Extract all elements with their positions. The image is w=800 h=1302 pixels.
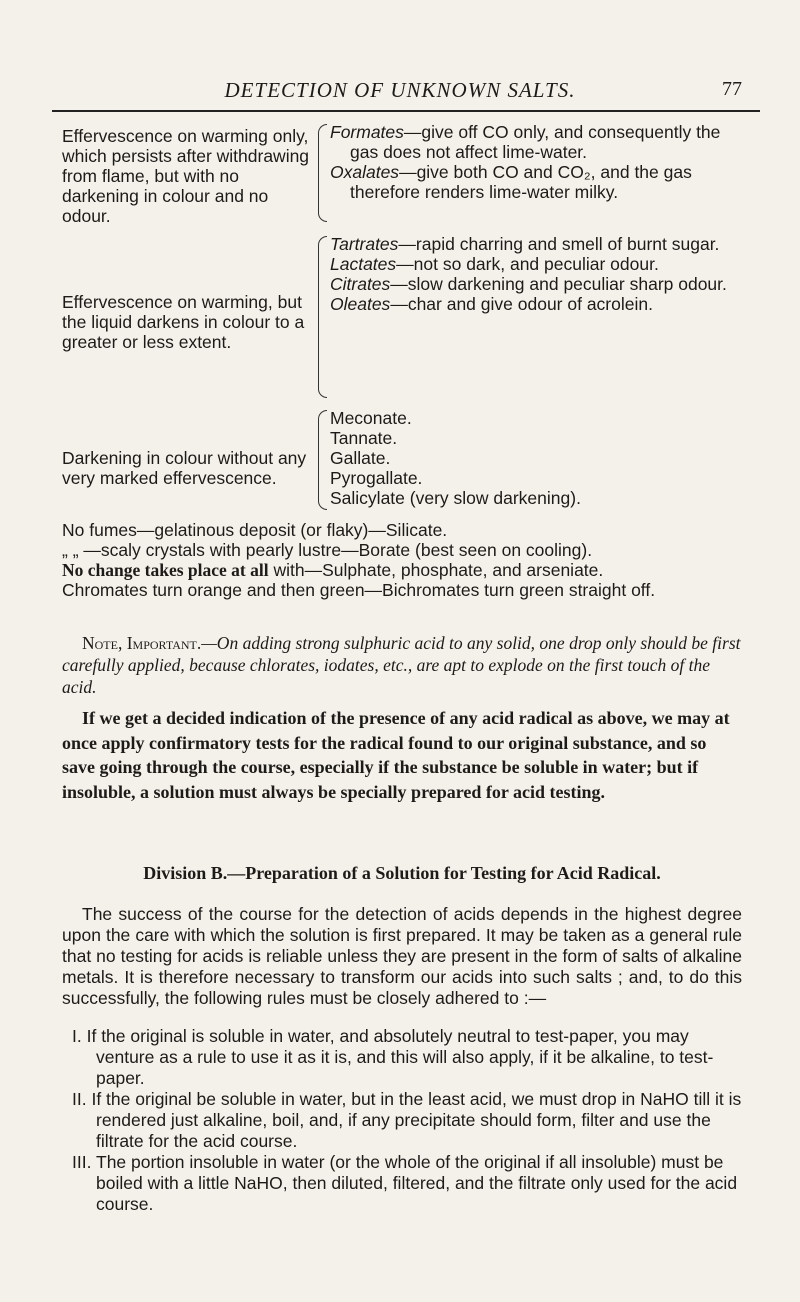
effervescence-group-2 — [62, 234, 742, 404]
fumes-line-1: No fumes—gelatinous deposit (or flaky)—Silicate. — [62, 520, 448, 540]
list-item: Pyrogallate. — [330, 468, 423, 488]
group-items — [330, 408, 750, 508]
note-label: Note, Important. — [82, 633, 202, 653]
list-item: Tannate. — [330, 428, 398, 448]
chromates-line: Chromates turn orange and then green—Bichromates turn green straight off. — [62, 580, 656, 600]
group-condition: Effervescence on warming, but the liquid darkens in colour to a greater or less extent. — [62, 292, 305, 352]
effervescence-group-1 — [62, 122, 742, 226]
division-heading: Division B.—Preparation of a Solution for Testing for Acid Radical. — [143, 863, 661, 883]
group-items — [330, 234, 750, 314]
rule-item: III. The portion insoluble in water (or the whole of the original if all insoluble) must be boiled with a little NaHO, then diluted, filtered, and the filtrate only used for the acid course. — [72, 1152, 738, 1214]
brace — [318, 410, 327, 510]
header-rule — [52, 110, 760, 112]
list-item: Oxalates—give both CO and CO₂, and the gas therefore renders lime-water milky. — [330, 162, 692, 202]
list-item: Gallate. — [330, 448, 391, 468]
no-change-line: No change takes place at all with—Sulphate, phosphate, and arseniate. — [62, 560, 604, 580]
rule-item: II. If the original be soluble in water, but in the least acid, we must drop in NaHO till it is rendered just alkaline, boil, and, if any precipitate should form, filter and use the filtrate for the acid course. — [72, 1089, 742, 1151]
brace — [318, 124, 327, 222]
brace — [318, 236, 327, 398]
intro-paragraph: The success of the course for the detection of acids depends in the highest degree upon the care with which the solution is first prepared. It may be taken as a general rule that no testing for acids is reliable unless they are present in the form of salts of alkaline metals. It is therefore necessary to transform our acids into such salts ; and, to do this successfully, the following rules must be closely adhered to :— — [62, 904, 742, 1008]
list-item: Oleates—char and give odour of acrolein. — [330, 294, 653, 314]
darkening-group — [62, 408, 742, 512]
group-condition: Darkening in colour without any very marked effervescence. — [62, 448, 307, 488]
list-item: Lactates—not so dark, and peculiar odour. — [330, 254, 659, 274]
page-number: 77 — [722, 78, 742, 100]
running-header: DETECTION OF UNKNOWN SALTS. — [224, 78, 576, 102]
list-item: Citrates—slow darkening and peculiar sharp odour. — [330, 274, 727, 294]
note-text: —On adding strong sulphuric acid to any solid, one drop only should be first carefully applied, because chlorates, iodates, etc., are apt to explode on the first touch of the acid. — [62, 633, 741, 697]
group-condition: Effervescence on warming only, which persists after withdrawing from flame, but with no darkening in colour and no odour. — [62, 126, 310, 226]
rule-item: I. If the original is soluble in water, and absolutely neutral to test-paper, you may venture as a rule to use it as it is, and this will also apply, if it be alkaline, to test-paper. — [72, 1026, 714, 1088]
rules-list — [62, 1026, 742, 1215]
list-item: Salicylate (very slow darkening). — [330, 488, 581, 508]
fumes-section — [62, 520, 742, 600]
fumes-line-2: „ „ —scaly crystals with pearly lustre—Borate (best seen on cooling). — [62, 540, 593, 560]
group-items — [330, 122, 750, 202]
list-item: Formates—give off CO only, and consequently the gas does not affect lime-water. — [330, 122, 721, 162]
list-item: Meconate. — [330, 408, 412, 428]
confirmatory-paragraph: If we get a decided indication of the presence of any acid radical as above, we may at once apply confirmatory tests for the radical found to our original substance, and so save going through the course, especially if the substance be soluble in water; but if insoluble, a solution must always be specially prepared for acid testing. — [62, 708, 730, 802]
important-note — [62, 632, 742, 698]
list-item: Tartrates—rapid charring and smell of burnt sugar. — [330, 234, 720, 254]
